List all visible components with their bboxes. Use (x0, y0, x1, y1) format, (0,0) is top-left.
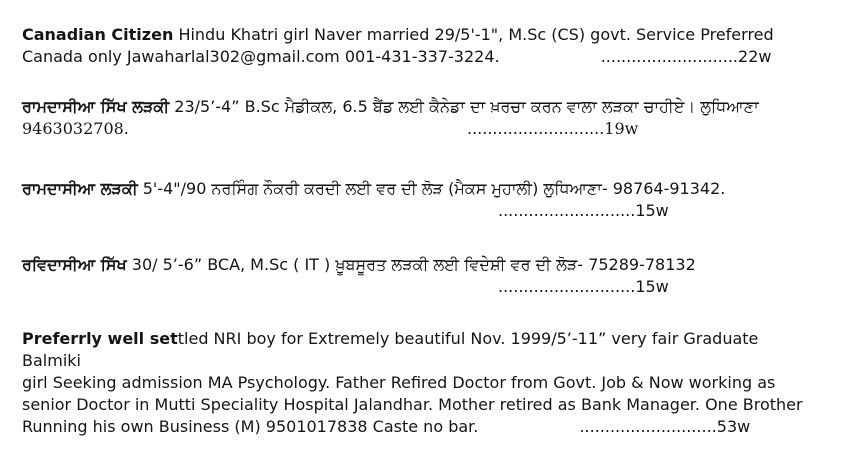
ad-line (22, 96, 822, 118)
ad-text: Hindu Khatri girl Naver married 29/5'-1", M.Sc (CS) govt. Service Preferred (178, 25, 774, 44)
ad-line (22, 200, 822, 222)
ad-heading: ਰਾਮਦਾਸੀਆ ਲੜਕੀ (22, 179, 138, 198)
ad-text: Running his own Business (M) 9501017838 Caste no bar. (22, 417, 479, 436)
ad-heading: ਰਵਿਦਾਸੀਆ ਸਿੱਖ (22, 255, 127, 274)
word-count: ...........................15w (498, 201, 669, 220)
ad-heading: ਰਾਮਦਾਸੀਆ ਸਿੱਖ ਲੜਕੀ (22, 97, 170, 116)
ad-heading: Canadian Citizen (22, 25, 174, 44)
word-count: ...........................22w (600, 47, 772, 66)
ad-text: 30/ 5’-6” BCA, M.Sc ( IT ) ਖ਼ੂਬਸੂਰਤ ਲੜਕੀ ਲਈ ਵਿਦੇਸ਼ੀ ਵਰ ਦੀ ਲੋੜ- 75289-78132 (131, 255, 696, 274)
ad-text: 23/5’-4” B.Sc ਮੈਡੀਕਲ, 6.5 ਬੈਂਡ ਲਈ ਕੈਨੇਡਾ ਦਾ ਖ਼ਰਚਾ ਕਰਨ ਵਾਲਾ ਲੜਕਾ ਚਾਹੀਏ। ਲੁਧਿਆਣਾ (174, 97, 759, 116)
ad-line (22, 24, 822, 46)
ad-text: senior Doctor in Mutti Speciality Hospital Jalandhar. Mother retired as Bank Manager. One Brother (22, 395, 803, 414)
ad-line (22, 416, 822, 438)
ad-line (22, 46, 822, 68)
ad-text: 9463032708. (22, 119, 129, 138)
ad-line (22, 394, 822, 416)
ad-line (22, 328, 822, 372)
ad-line (22, 178, 822, 200)
word-count: ...........................15w (498, 277, 669, 296)
classified-ad (22, 96, 822, 140)
classified-ad (22, 328, 822, 438)
classified-ad (22, 178, 822, 222)
word-count: ...........................19w (466, 119, 639, 138)
ad-text: Canada only Jawaharlal302@gmail.com 001-431-337-3224. (22, 47, 500, 66)
ad-line (22, 276, 822, 298)
ad-line (22, 372, 822, 394)
ad-line (22, 254, 822, 276)
word-count: ...........................53w (579, 417, 751, 436)
ad-heading: Preferrly well set (22, 329, 178, 348)
ad-text: 5'-4"/90 ਨਰਸਿੰਗ ਨੌਕਰੀ ਕਰਦੀ ਲਈ ਵਰ ਦੀ ਲੋੜ (ਮੈਕਸ ਮੁਹਾਲੀ) ਲੁਧਿਆਣਾ- 98764-91342. (142, 179, 726, 198)
ad-text: girl Seeking admission MA Psychology. Father Refired Doctor from Govt. Job & Now working as (22, 373, 776, 392)
classified-ad (22, 254, 822, 298)
ad-text: tled NRI boy for Extremely beautiful Nov. 1999/5’-11” very fair Graduate Balmiki (22, 329, 759, 370)
classified-ad (22, 24, 822, 68)
ad-line (22, 118, 822, 140)
